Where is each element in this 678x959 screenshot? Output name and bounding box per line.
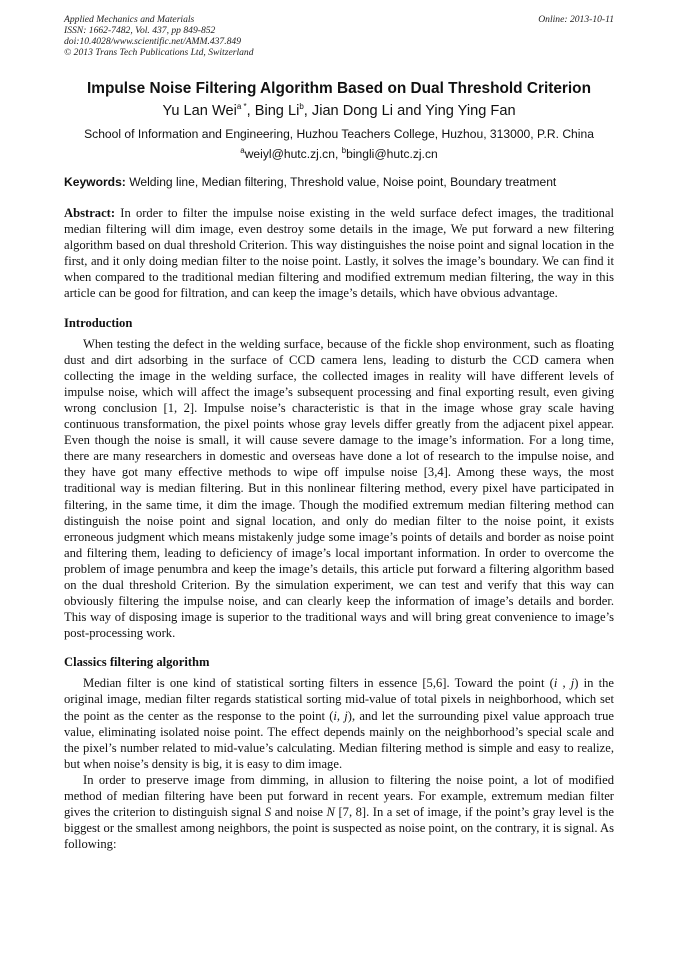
author-affil-mark: b [299, 102, 304, 112]
keywords-label: Keywords: [64, 175, 126, 189]
text-segment: Median filter is one kind of statistical sorting filters in essence [5,6]. Toward the point ( [83, 676, 554, 691]
math-point: i , j [553, 676, 575, 691]
author-list [64, 103, 614, 119]
journal-header [64, 14, 614, 58]
email-address: weiyl@hutc.zj.cn, [244, 147, 342, 161]
author-name: Yu Lan Wei [162, 103, 237, 119]
author-affil-mark: a * [236, 102, 247, 112]
text-segment: ), and let the surrounding pixel value approach true value, eliminating isolated noise point. The effect depends mainly on the neighborhood’s special scale and the pixel’s number related to mid-value’s calculating. Median filtering method is simple and easy to realize, but when noise’s density is big, it is easy to dim image. [64, 708, 614, 771]
section-heading-classics: Classics filtering algorithm [64, 655, 210, 670]
abstract-label: Abstract: [64, 206, 116, 220]
author-emails [64, 147, 614, 161]
author-name: Bing Li [254, 103, 300, 119]
keywords-text: Welding line, Median filtering, Threshold value, Noise point, Boundary treatment [125, 175, 557, 189]
math-symbol: S [264, 805, 272, 820]
math-point: i, j [333, 708, 348, 723]
email-mark: b [341, 145, 347, 155]
classics-paragraph-1 [64, 675, 614, 772]
introduction-paragraph: When testing the defect in the welding surface, because of the fickle shop environment, such as floating dust and dirt adsorbing in the surface of CCD camera lens, leading to disturb the CCD camera when collecting the image in the welding surface, the collected images in reality will have different levels of impulse noise, which will affect the image’s subsequent processing and final exporting result, even giving wrong conclusion [1, 2]. Impulse noise’s characteristic is that in the image whose gray scale having continuous transformation, the pixel points whose gray levels differ greatly from the adjacent pixel appear. Even though the noise is small, it will cause severe damage to the image’s information. For a long time, there are many researchers in domestic and overseas have done a lot of research to the impulse noise, and they have got many effective methods to wipe off impulse noise [3,4]. Among these ways, the most traditional way is median filtering. But in this nonlinear filtering method, every pixel have participated in filtering, in the same time, it dim the image. Though the modified extremum median filtering method can distinguish the noise point and signal location, and only do median filter to the noise point, it exists erroneous judgment which means mistakenly judge some image’s points of details and border as noise point and filtering them, leading to deficiency of image’s local important information. In order to overcome the problem of image penumbra and keep the image’s details, this article put forward a filtering algorithm based on the dual threshold Criterion. By the simulation experiment, we can test and verify that this way can obviously filtering the impulse noise, and can clearly keep the information of image’s details and border. This way of disposing image is superior to the traditional ways and will bring great convenience to image’s post-processing work. [64, 336, 614, 641]
author-names-rest: , Jian Dong Li and Ying Ying Fan [303, 103, 516, 119]
author-separator: , [246, 103, 255, 119]
classics-paragraph-2 [64, 772, 614, 852]
text-segment: and noise [271, 805, 327, 820]
text-segment: In order to preserve image from dimming, in allusion to filtering the noise point, a lot of modified method of median filtering have been put forward in recent years. For example, extremum median filter gives the criterion to distinguish signal [64, 772, 614, 820]
copyright-line: © 2013 Trans Tech Publications Ltd, Switzerland [64, 47, 254, 58]
text-segment: ) in the original image, median filter regards statistical sorting mid-value of total pixels in neighborhood, which set the point as the center as the response to the point ( [64, 676, 614, 723]
section-heading-introduction: Introduction [64, 315, 133, 330]
doi-line: doi:10.4028/www.scientific.net/AMM.437.849 [64, 36, 242, 47]
journal-name: Applied Mechanics and Materials [64, 14, 195, 25]
math-symbol: N [326, 805, 335, 820]
email-mark: a [240, 145, 245, 155]
affiliation: School of Information and Engineering, Huzhou Teachers College, Huzhou, 313000, P.R. China [84, 127, 594, 141]
email-address: bingli@hutc.zj.cn [346, 147, 438, 161]
abstract-text: In order to filter the impulse noise existing in the weld surface defect images, the traditional median filtering will dim image, even destroy some details in the image, We put forward a new filtering algorithm based on dual threshold Criterion. This way distinguishes the noise point and signal location in the first, and it only doing median filter to the noise point. Lastly, it solves the image’s boundary. We can find it when compared to the traditional median filtering and modified extremum median filtering, the way in this article can be good for filtration, and can keep the image’s details, which have obvious advantage. [64, 206, 614, 301]
issn-line: ISSN: 1662-7482, Vol. 437, pp 849-852 [64, 25, 216, 36]
online-date: Online: 2013-10-11 [538, 14, 614, 25]
text-segment: [7, 8]. In a set of image, if the point’s gray level is the biggest or the smallest among neighbors, the point is suspected as noise point, on the contrary, it is signal. As following: [64, 805, 614, 852]
keywords-line [64, 175, 614, 189]
paper-title: Impulse Noise Filtering Algorithm Based on Dual Threshold Criterion [87, 80, 591, 97]
abstract [64, 205, 614, 302]
